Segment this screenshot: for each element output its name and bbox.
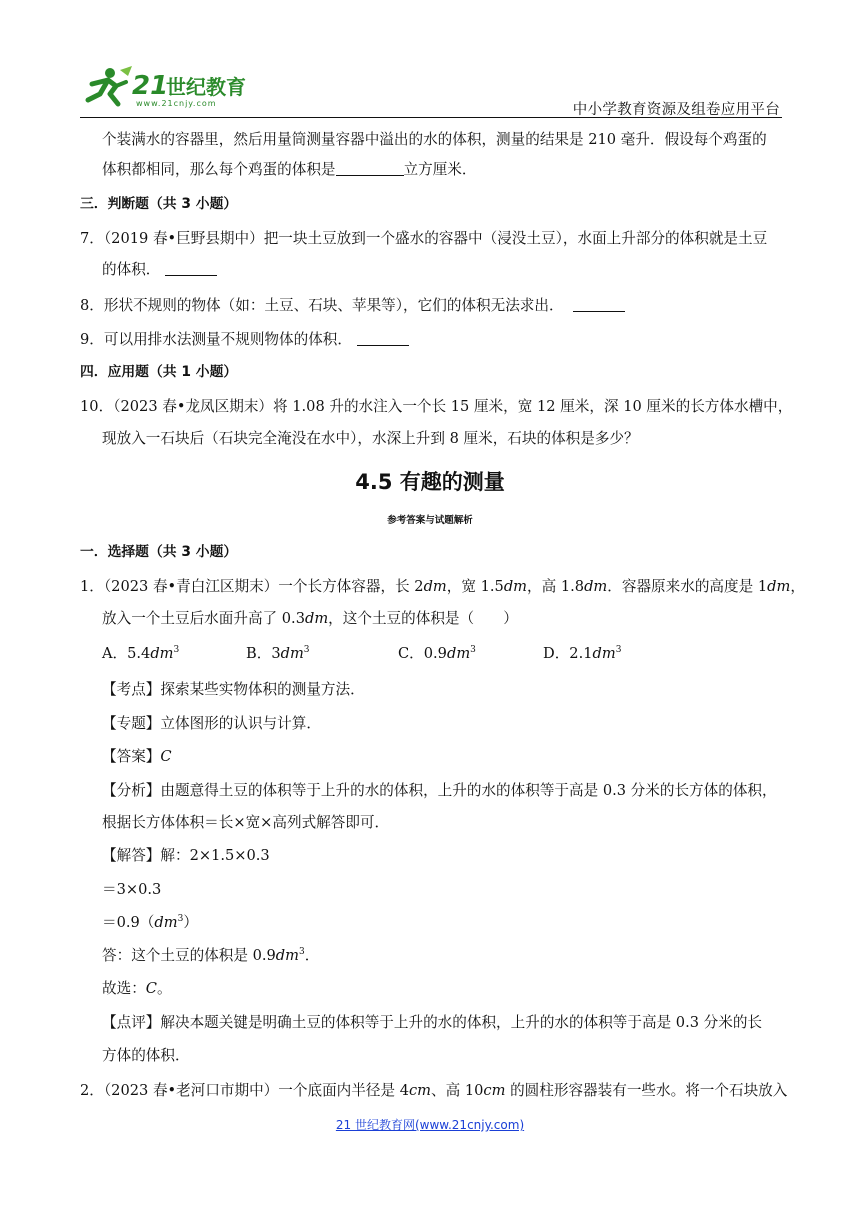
a1-step2: $=0.9(dm^3)$ [102, 914, 198, 931]
q10-line1: 10．（2023 春•龙凤区期末）将 1.08 升的水注入一个长 15 厘米，宽 12 厘米，深 10 厘米的长方体水槽中， [80, 398, 793, 415]
a1-kaodian: 【考点】探索某些实物体积的测量方法． [102, 681, 365, 698]
q7-line2: 的体积． [102, 260, 217, 280]
a1-dianping2: 方体的体积． [102, 1047, 190, 1064]
q8: 8．形状不规则的物体（如：土豆、石块、苹果等），它们的体积无法求出． [80, 296, 625, 316]
platform-name: 中小学教育资源及组卷应用平台 [572, 102, 780, 118]
page-footer [0, 1114, 860, 1133]
a1-zhuanti: 【专题】立体图形的认识与计算． [102, 715, 321, 732]
a1-conclusion: 答：这个土豆的体积是 $0.9dm^3$． [102, 947, 320, 964]
section-3-heading: 三．判断题（共 3 小题） [80, 196, 238, 212]
option-a: A．$5.4dm^3$ [102, 645, 180, 662]
a1-step1: ＝3×0.3 [102, 881, 162, 898]
a1-fenxi1: 【分析】由题意得土豆的体积等于上升的水的体积，上升的水的体积等于高是 0.3 分米的长方体的体积， [102, 782, 777, 799]
a1-jieda: 【解答】解：2×1.5×0.3 [102, 847, 270, 864]
runner-logo-icon [80, 64, 260, 112]
q7-line1: 7．（2019 春•巨野县期中）把一块土豆放到一个盛水的容器中（浸没土豆），水面上升部分的体积就是土豆 [80, 230, 768, 247]
section-4-heading: 四．应用题（共 1 小题） [80, 364, 238, 380]
page-title: 4.5 有趣的测量 [355, 470, 505, 494]
option-d: D．$2.1dm^3$ [543, 645, 622, 662]
answer-blank [165, 261, 217, 276]
answer-blank [336, 161, 404, 176]
svg-text:世纪教育: 世纪教育 [166, 75, 246, 99]
answer-blank [357, 331, 409, 346]
site-logo [80, 64, 260, 112]
a1-fenxi2: 根据长方体体积＝长×宽×高列式解答即可． [102, 814, 390, 831]
footer-link[interactable]: 21 世纪教育网(www.21cnjy.com) [335, 1118, 525, 1132]
page-header [80, 62, 780, 118]
q10-line2: 现放入一石块后（石块完全淹没在水中），水深上升到 8 厘米，石块的体积是多少？ [102, 430, 639, 447]
svg-text:21: 21 [132, 71, 169, 101]
header-divider [80, 117, 782, 118]
option-c: C．$0.9dm^3$ [398, 645, 476, 662]
a1-dianping1: 【点评】解决本题关键是明确土豆的体积等于上升的水的体积，上升的水的体积等于高是 0.3 分米的长 [102, 1014, 763, 1031]
q9: 9．可以用排水法测量不规则物体的体积． [80, 330, 409, 350]
page-subtitle: 参考答案与试题解析 [387, 515, 473, 526]
a1-line2: 放入一个土豆后水面升高了 0.3dm，这个土豆的体积是（ ） [102, 610, 518, 627]
a1-options [80, 644, 780, 666]
a1-answer: 【答案】C [102, 748, 172, 765]
svg-text:www.21cnjy.com: www.21cnjy.com [136, 99, 217, 108]
q6-line1: 个装满水的容器里，然后用量筒测量容器中溢出的水的体积，测量的结果是 210 毫升．假设每个鸡蛋的 [102, 131, 767, 148]
section-1-heading: 一．选择题（共 3 小题） [80, 544, 238, 560]
q6-line2: 体积都相同，那么每个鸡蛋的体积是 立方厘米． [102, 161, 477, 178]
a1-choice: 故选：C。 [102, 980, 172, 997]
a2-line1: 2．（2023 春•老河口市期中）一个底面内半径是 4cm、高 10cm 的圆柱形容器装有一些水。将一个石块放入 [80, 1082, 788, 1099]
option-b: B．$3dm^3$ [246, 645, 310, 662]
answer-blank [573, 297, 625, 312]
a1-line1: 1．（2023 春•青白江区期末）一个长方体容器，长 2dm，宽 1.5dm，高 1.8dm．容器原来水的高度是 1dm， [80, 578, 805, 595]
